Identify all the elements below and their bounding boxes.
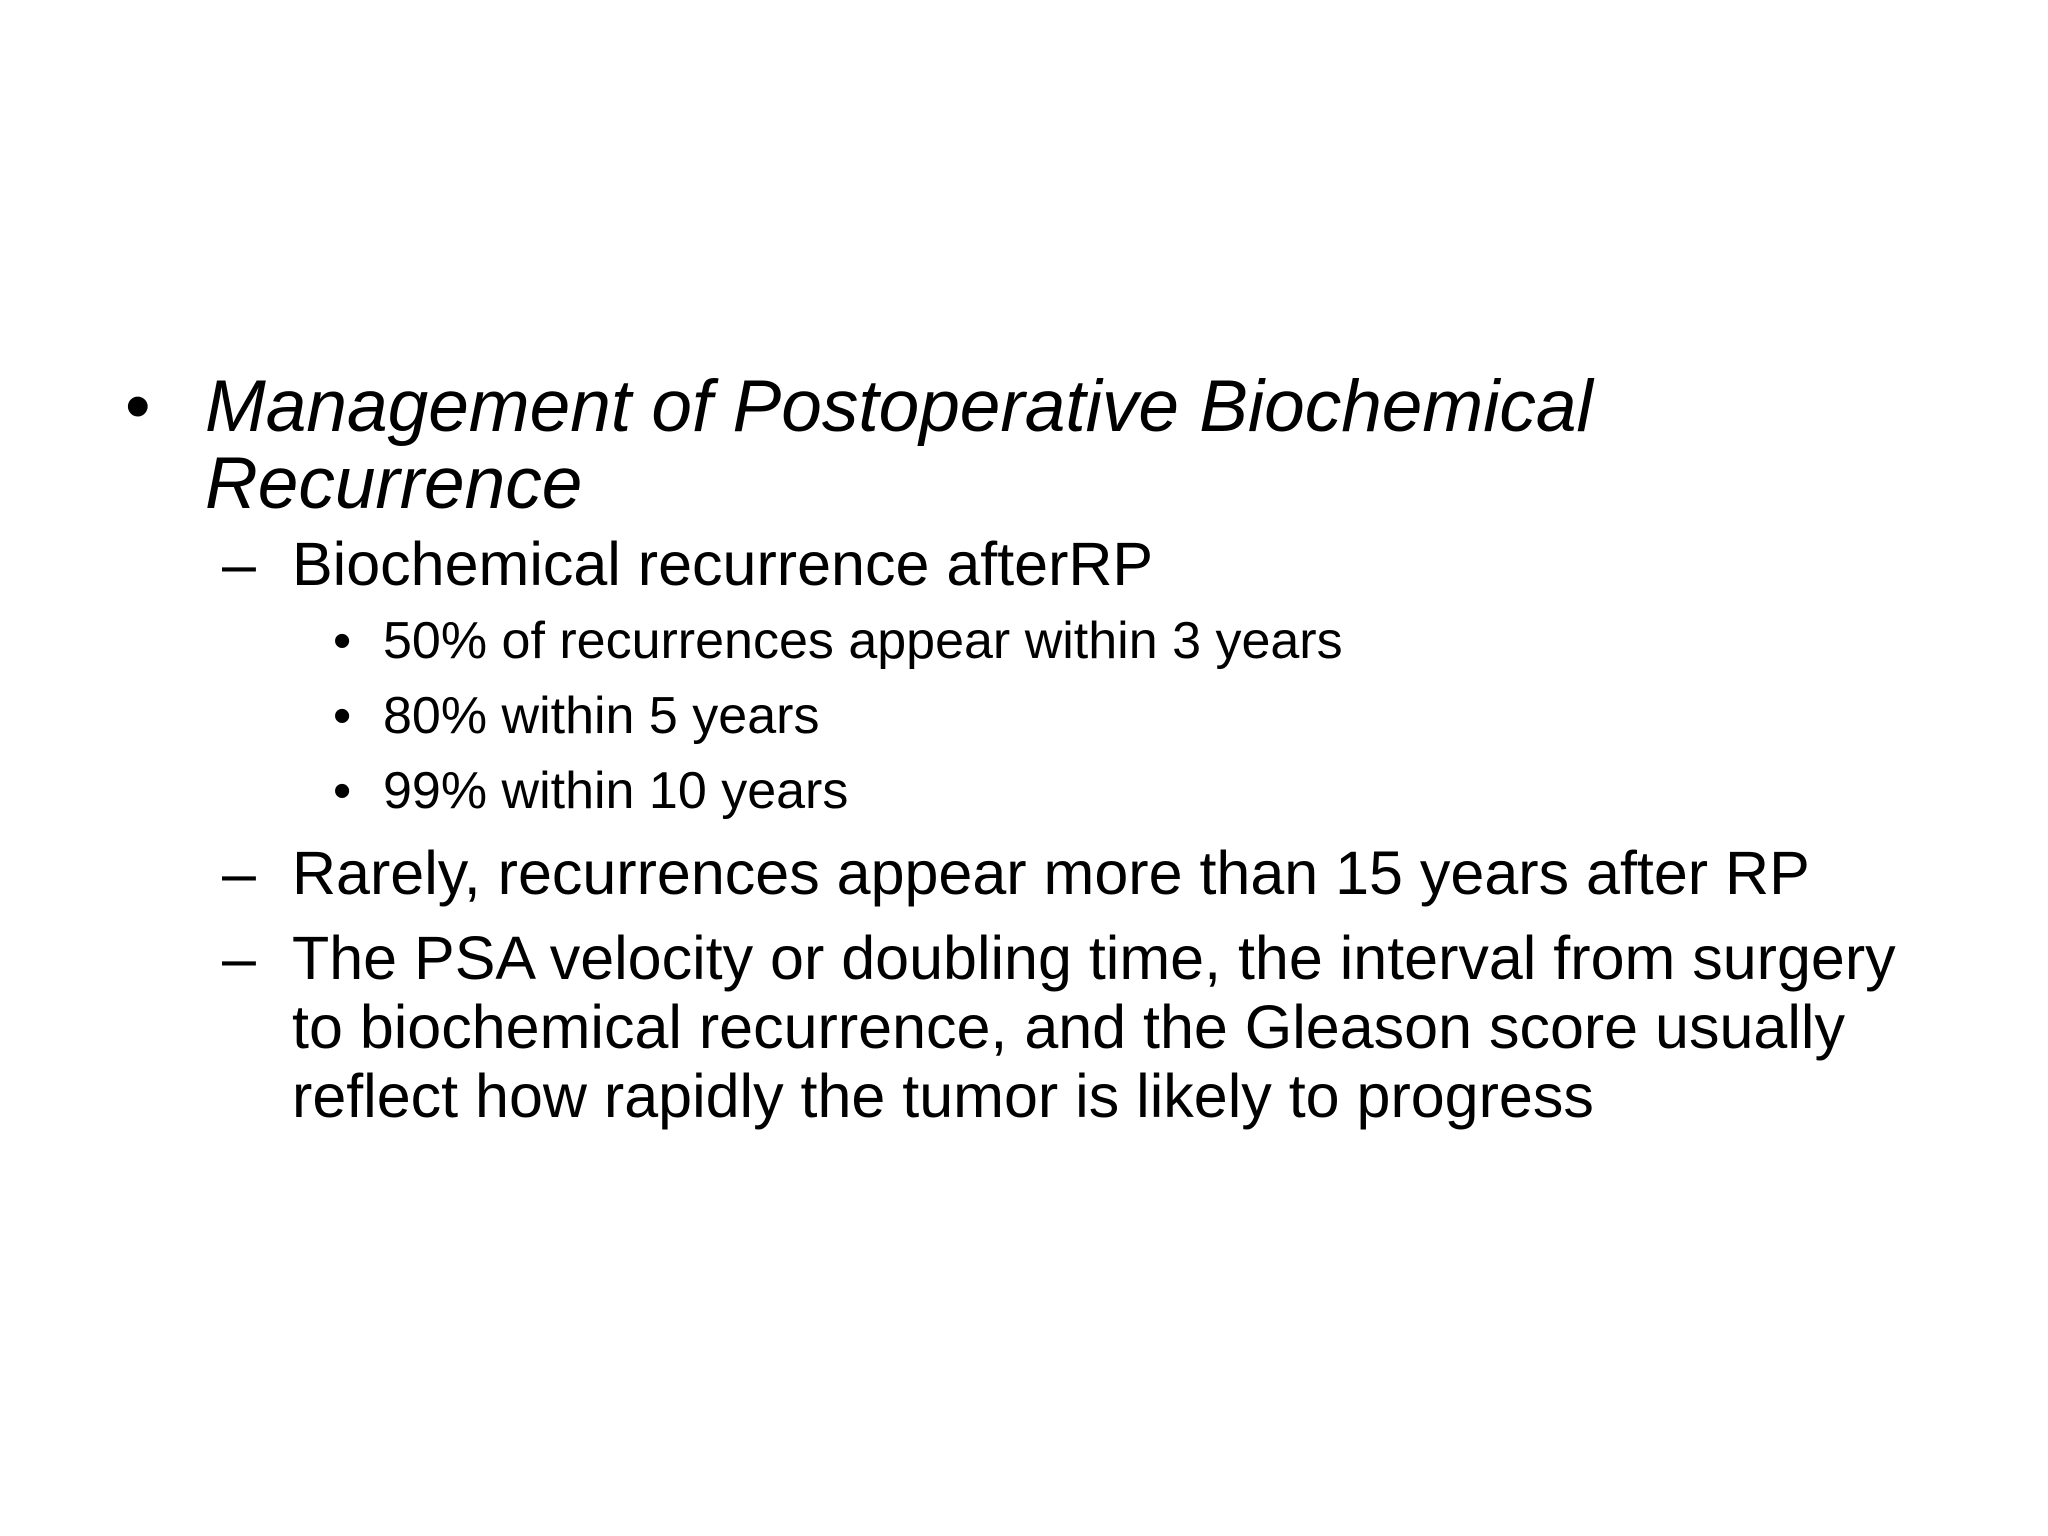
subpoint-text: 50% of recurrences appear within 3 years	[383, 612, 1343, 670]
bullet-dot-icon: •	[333, 687, 352, 745]
point-biochemical-recurrence	[222, 530, 1925, 599]
subpoint-5-years	[333, 684, 1925, 748]
bullet-dot-icon: •	[333, 762, 352, 820]
bullet-dot-icon: •	[333, 612, 352, 670]
point-psa-velocity	[222, 924, 1925, 1131]
subpoint-text: 80% within 5 years	[383, 687, 820, 745]
heading-text: Management of Postoperative Biochemical Recurrence	[205, 366, 1593, 524]
subpoint-3-years	[333, 609, 1925, 673]
bullet-dot-icon: •	[125, 366, 151, 447]
bullet-heading	[125, 366, 1925, 524]
point-text: Rarely, recurrences appear more than 15 years after RP	[292, 839, 1810, 907]
subpoint-text: 99% within 10 years	[383, 762, 849, 820]
subpoint-10-years	[333, 759, 1925, 823]
dash-icon: –	[222, 924, 256, 992]
dash-icon: –	[222, 839, 256, 907]
dash-icon: –	[222, 530, 256, 598]
slide-body	[125, 368, 1925, 1131]
point-rare-recurrence	[222, 839, 1925, 908]
point-text: Biochemical recurrence afterRP	[292, 530, 1154, 598]
point-text: The PSA velocity or doubling time, the interval from surgery to biochemical recurrence, and the Gleason score usually reflect how rapidly the tumor is likely to progress	[292, 924, 1896, 1130]
